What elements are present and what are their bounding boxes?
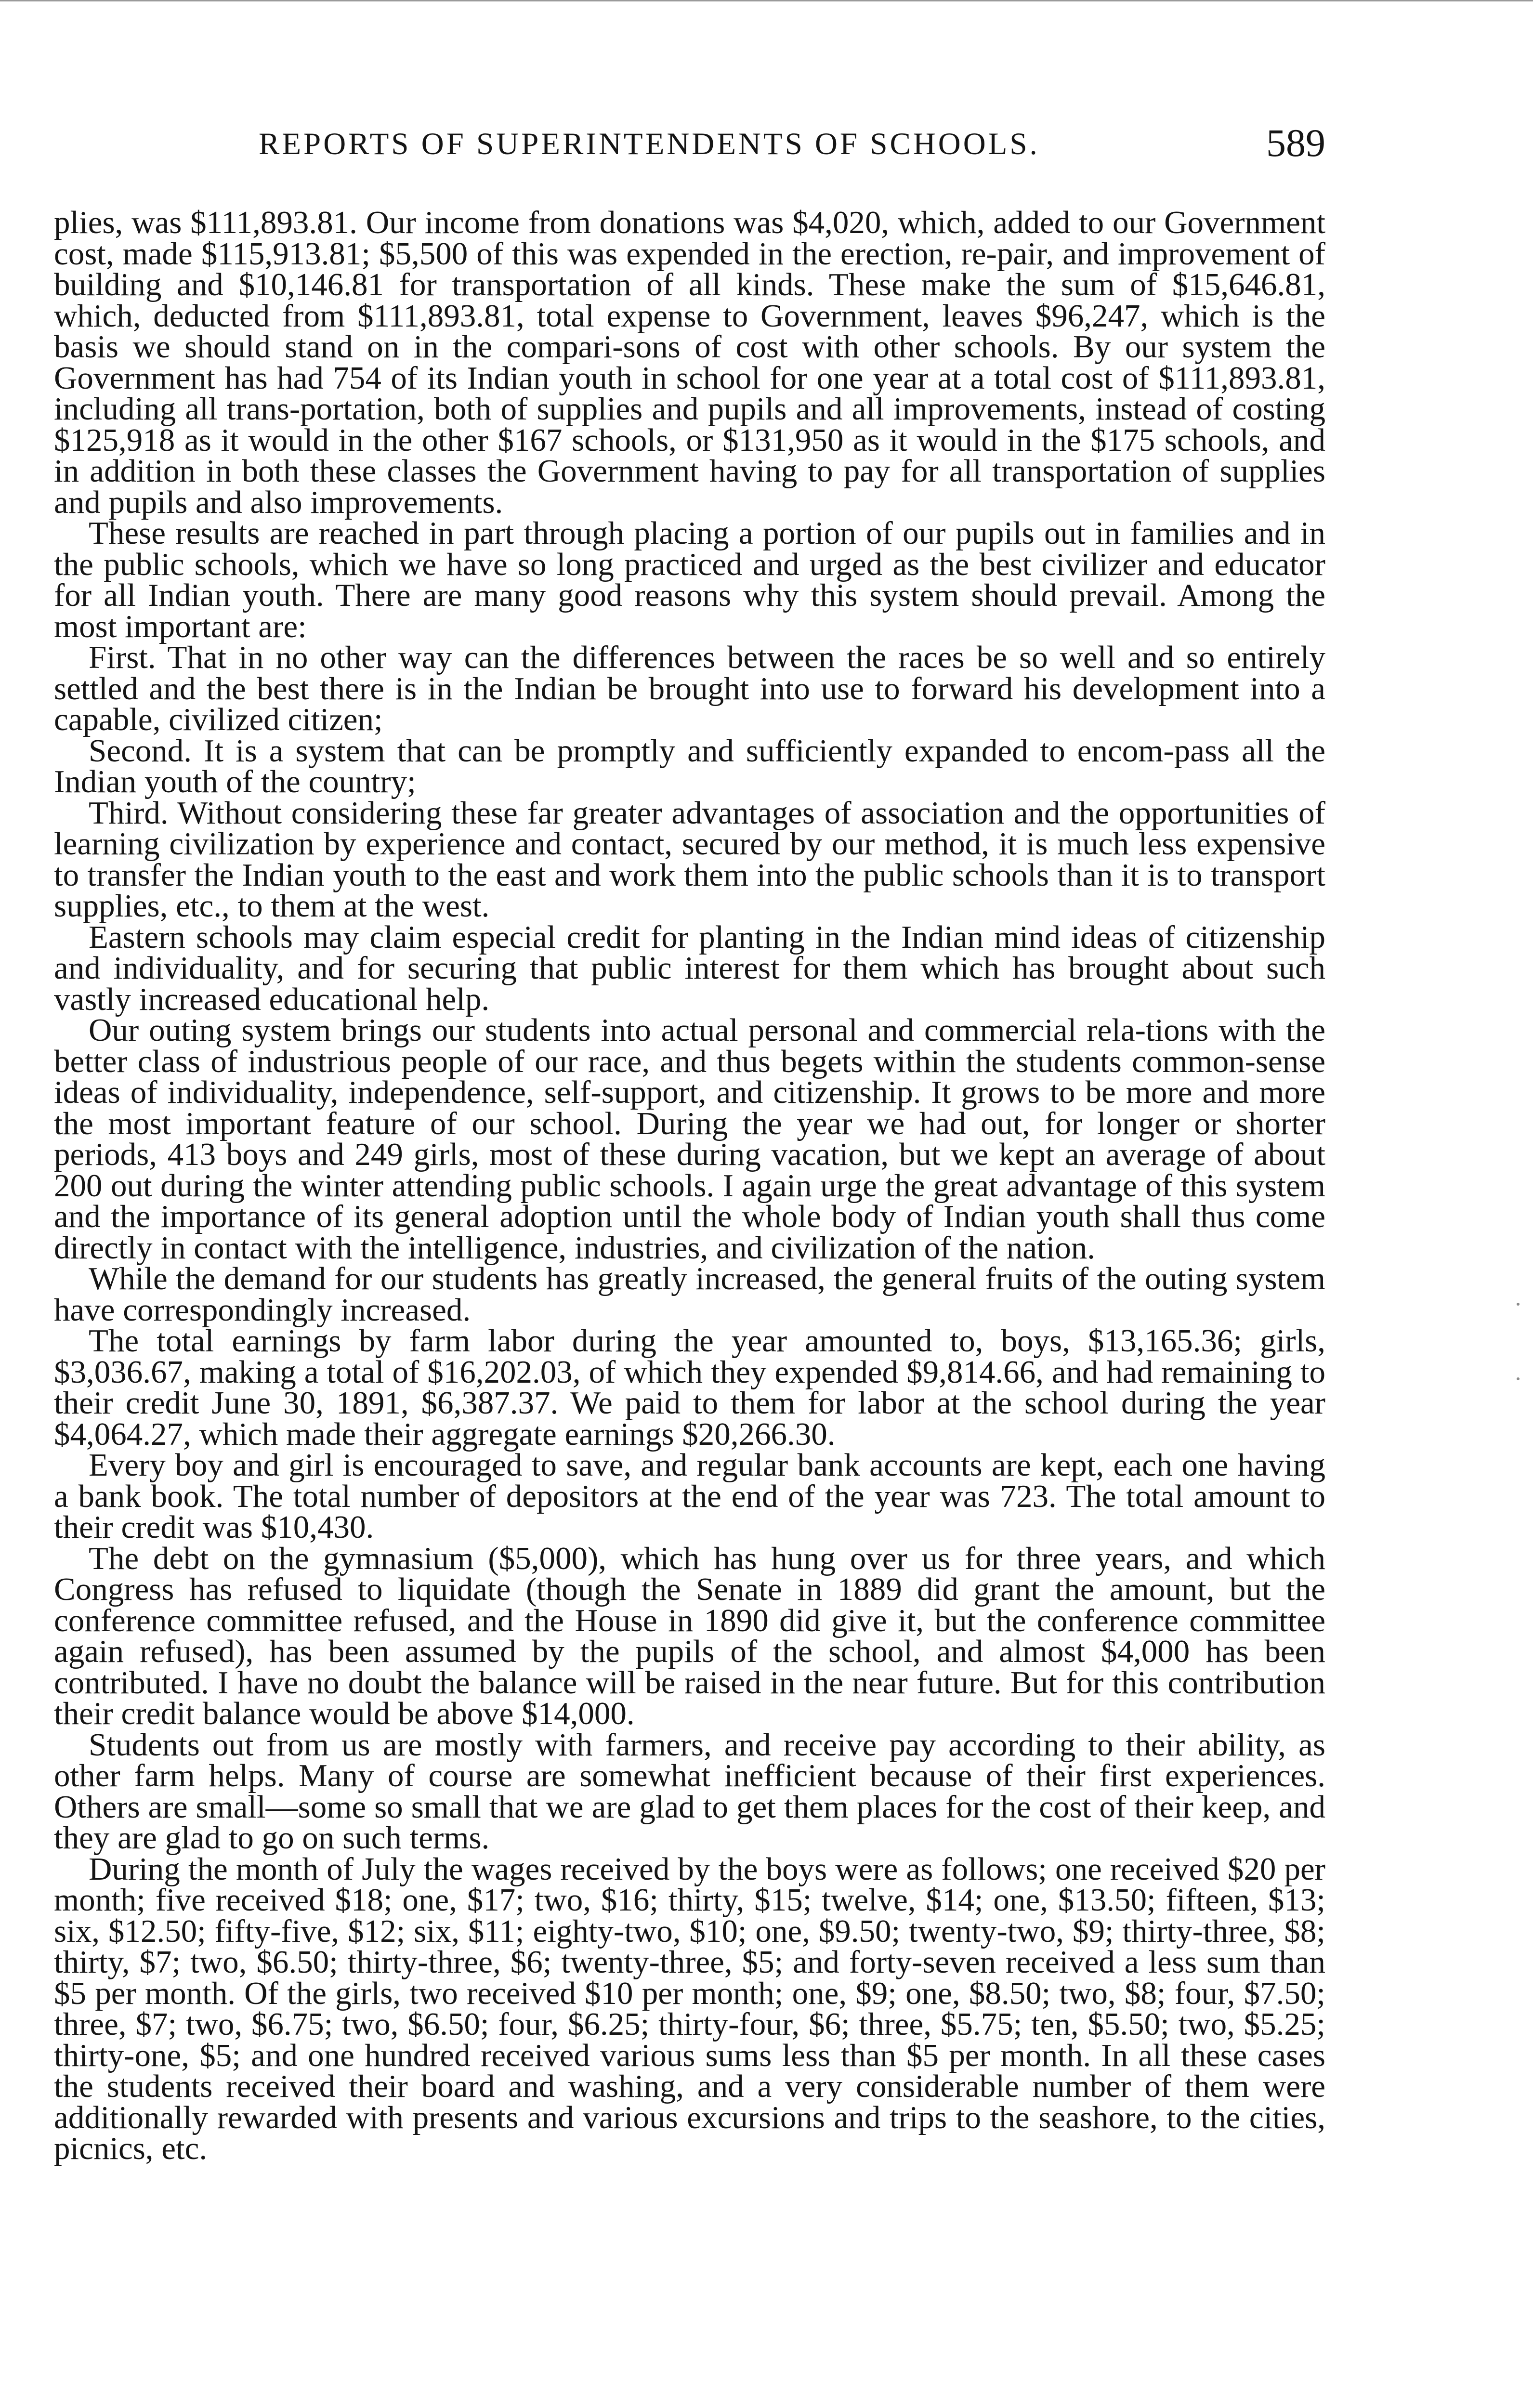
paragraph-demand-for-students: While the demand for our students has greatly increased, the general fruits of the outing system have correspondingly increased. bbox=[54, 1261, 1325, 1328]
page-number: 589 bbox=[1266, 121, 1325, 165]
page-header bbox=[54, 120, 1325, 173]
paragraph-third-reason: Third. Without considering these far greater advantages of association and the opportunities of learning civilization by experience and contact, secured by our method, it is much less expensive to transfer the Indian youth to the east and work them into the public schools than it is to transport supplies, etc., to them at the west. bbox=[54, 795, 1325, 924]
paragraph-second-reason: Second. It is a system that can be promptly and sufficiently expanded to encom-pass all the Indian youth of the country; bbox=[54, 733, 1325, 799]
paragraph-eastern-schools: Eastern schools may claim especial credit for planting in the Indian mind ideas of citizenship and individuality, and for securing that public interest for them which has brought about such vastly increased educational help. bbox=[54, 919, 1325, 1017]
paragraph-farm-labor-earnings: The total earnings by farm labor during the year amounted to, boys, $13,165.36; girls, $3,036.67, making a total of $16,202.03, of which they expended $9,814.66, and had remaining to their credit June 30, 1891, $6,387.37. We paid to them for labor at the school during the year $4,064.27, which made their aggregate earnings $20,266.30. bbox=[54, 1323, 1325, 1452]
paragraph-gymnasium-debt: The debt on the gymnasium ($5,000), which has hung over us for three years, and which Congress has refused to liquidate (though the Senate in 1889 did grant the amount, but the conference committee refused, and the House in 1890 did give it, but the conference committee again refused), has been assumed by the pupils of the school, and almost $4,000 has been contributed. I have no doubt the balance will be raised in the near future. But for this contribution their credit balance would be above $14,000. bbox=[54, 1540, 1325, 1731]
body-text bbox=[54, 207, 1325, 2164]
paragraph-outing-system: Our outing system brings our students into actual personal and commercial rela-tions with the better class of industrious people of our race, and thus begets within the students common-sense ideas of individuality, independence, self-support, and citizenship. It grows to be more and more the most important feature of our school. During the year we had out, for longer or shorter periods, 413 boys and 249 girls, most of these during vacation, but we kept an average of about 200 out during the winter attending public schools. I again urge the great advantage of this system and the importance of its general adoption until the whole body of Indian youth shall thus come directly in contact with the intelligence, industries, and civilization of the nation. bbox=[54, 1012, 1325, 1266]
running-head: REPORTS OF SUPERINTENDENTS OF SCHOOLS. bbox=[259, 127, 1040, 161]
paragraph-continued-cost-summary: plies, was $111,893.81. Our income from donations was $4,020, which, added to our Government cost, made $115,913.81; $5,500 of this was expended in the erection, re-pair, and improvement of building and $10,146.81 for transportation of all kinds. These make the sum of $15,646.81, which, deducted from $111,893.81, total expense to Government, leaves $96,247, which is the basis we should stand on in the compari-sons of cost with other schools. By our system the Government has had 754 of its Indian youth in school for one year at a total cost of $111,893.81, including all trans-portation, both of supplies and pupils and all improvements, instead of costing $125,918 as it would in the other $167 schools, or $131,950 as it would in the $175 schools, and in addition in both these classes the Government having to pay for all transportation of supplies and pupils and also improvements. bbox=[54, 205, 1325, 520]
margin-dot-mark bbox=[1517, 1377, 1520, 1380]
margin-dot-mark bbox=[1517, 1303, 1520, 1306]
page-top-edge bbox=[0, 0, 1533, 21]
paragraph-students-with-farmers: Students out from us are mostly with farmers, and receive pay according to their ability, as other farm helps. Many of course are somewhat inefficient because of their first experiences. Others are small—some so small that we are glad to get them places for the cost of their keep, and they are glad to go on such terms. bbox=[54, 1727, 1325, 1856]
paragraph-bank-accounts: Every boy and girl is encouraged to save, and regular bank accounts are kept, each one having a bank book. The total number of depositors at the end of the year was 723. The total amount to their credit was $10,430. bbox=[54, 1447, 1325, 1545]
paragraph-results-placing-pupils: These results are reached in part through placing a portion of our pupils out in families and in the public schools, which we have so long practiced and urged as the best civilizer and educator for all Indian youth. There are many good reasons why this system should prevail. Among the most important are: bbox=[54, 515, 1325, 644]
paragraph-first-reason: First. That in no other way can the differences between the races be so well and so entirely settled and the best there is in the Indian be brought into use to forward his development into a capable, civilized citizen; bbox=[54, 640, 1325, 737]
paragraph-july-wages: During the month of July the wages received by the boys were as follows; one received $20 per month; five received $18; one, $17; two, $16; thirty, $15; twelve, $14; one, $13.50; fifteen, $13; six, $12.50; fifty-five, $12; six, $11; eighty-two, $10; one, $9.50; twenty-two, $9; thirty-three, $8; thirty, $7; two, $6.50; thirty-three, $6; twenty-three, $5; and forty-seven received a less sum than $5 per month. Of the girls, two received $10 per month; one, $9; one, $8.50; two, $8; four, $7.50; three, $7; two, $6.75; two, $6.50; four, $6.25; thirty-four, $6; three, $5.75; ten, $5.50; two, $5.25; thirty-one, $5; and one hundred received various sums less than $5 per month. In all these cases the students received their board and washing, and a very considerable number of them were additionally rewarded with presents and various excursions and trips to the seashore, to the cities, picnics, etc. bbox=[54, 1851, 1325, 2166]
